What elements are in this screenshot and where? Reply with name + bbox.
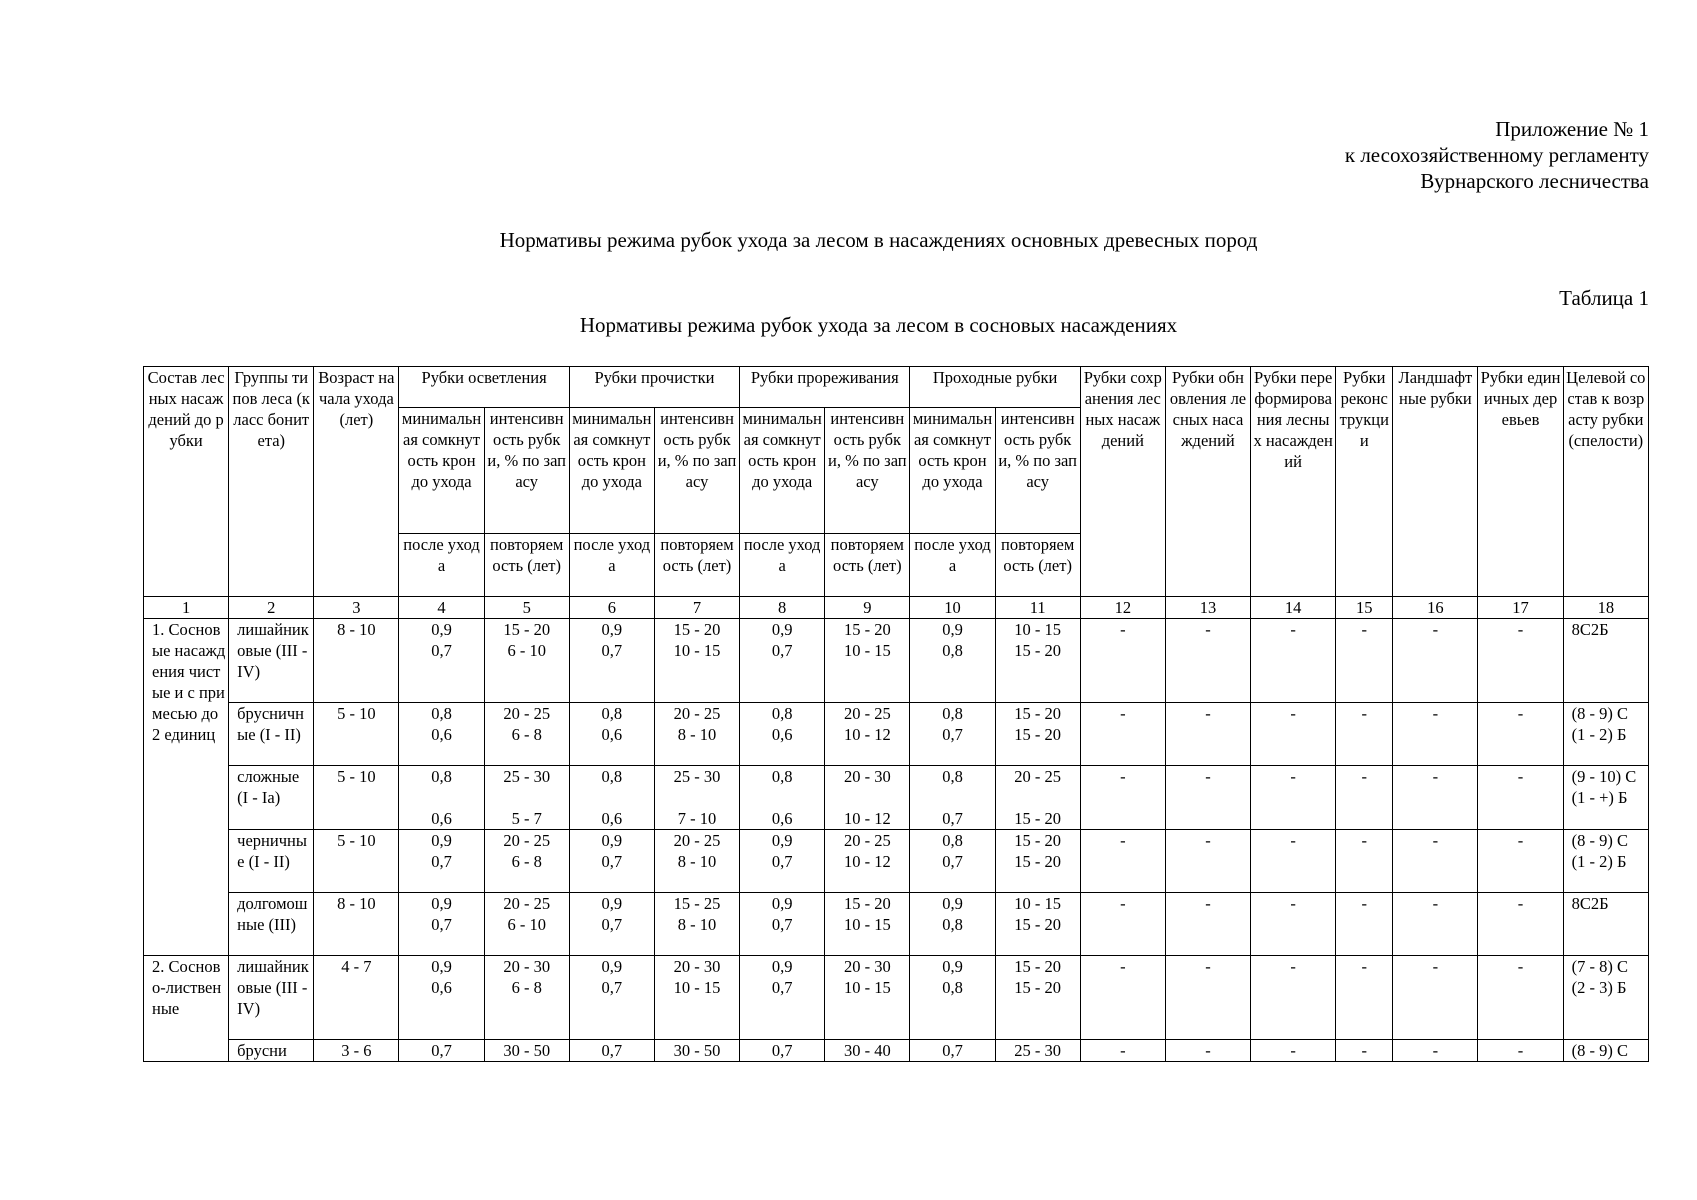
value-cell-c17: - (1478, 830, 1563, 893)
column-number: 7 (654, 597, 739, 619)
value-cell-c9: 30 - 40 (825, 1040, 910, 1062)
value-cell-c10: 0,8 0,7 (910, 830, 995, 893)
column-number: 2 (229, 597, 314, 619)
column-number: 10 (910, 597, 995, 619)
value-cell-c10: 0,9 0,8 (910, 956, 995, 1040)
value-cell-c15: - (1336, 893, 1393, 956)
value-cell-c15: - (1336, 830, 1393, 893)
header-sub-after: после ухода (399, 534, 484, 597)
header-sub-repeat: повторяемость (лет) (484, 534, 569, 597)
value-cell-c9: 20 - 30 10 - 15 (825, 956, 910, 1040)
table-row (144, 619, 1649, 703)
value-cell-c8: 0,9 0,7 (740, 956, 825, 1040)
value-cell-c14: - (1251, 619, 1336, 703)
table-row (144, 830, 1649, 893)
appendix-line-3: Вурнарского лесничества (1420, 169, 1649, 193)
start-age-cell: 5 - 10 (314, 830, 399, 893)
value-cell-c16: - (1393, 703, 1478, 766)
value-cell-c11: 20 - 25 15 - 20 (995, 766, 1080, 830)
column-number: 13 (1165, 597, 1250, 619)
value-cell-c10: 0,9 0,8 (910, 893, 995, 956)
table-row (144, 956, 1649, 1040)
value-cell-c13: - (1165, 893, 1250, 956)
value-cell-c6: 0,7 (569, 1040, 654, 1062)
value-cell-c17: - (1478, 703, 1563, 766)
value-cell-c9: 20 - 30 10 - 12 (825, 766, 910, 830)
header-sub-intensity: интенсивность рубки, % по запасу (484, 408, 569, 534)
value-cell-c4: 0,9 0,7 (399, 893, 484, 956)
forest-type-cell: лишайниковые (III - IV) (229, 956, 314, 1040)
forest-type-cell: брусничные (I - II) (229, 703, 314, 766)
value-cell-c17: - (1478, 619, 1563, 703)
start-age-cell: 4 - 7 (314, 956, 399, 1040)
value-cell-c11: 10 - 15 15 - 20 (995, 619, 1080, 703)
value-cell-c8: 0,8 0,6 (740, 703, 825, 766)
value-cell-c15: - (1336, 956, 1393, 1040)
value-cell-c18: 8С2Б (1563, 893, 1648, 956)
value-cell-c12: - (1080, 893, 1165, 956)
header-sub-repeat: повторяемость (лет) (825, 534, 910, 597)
document-title: Нормативы режима рубок ухода за лесом в насаждениях основных древесных пород (499, 228, 1258, 252)
start-age-cell: 5 - 10 (314, 766, 399, 830)
appendix-line-2: к лесохозяйственному регламенту (1344, 143, 1649, 167)
value-cell-c9: 15 - 20 10 - 15 (825, 893, 910, 956)
value-cell-c17: - (1478, 766, 1563, 830)
value-cell-c16: - (1393, 766, 1478, 830)
value-cell-c5: 20 - 25 6 - 10 (484, 893, 569, 956)
value-cell-c11: 15 - 20 15 - 20 (995, 703, 1080, 766)
value-cell-c7: 20 - 30 10 - 15 (654, 956, 739, 1040)
column-number: 4 (399, 597, 484, 619)
header-sub-after: после ухода (910, 534, 995, 597)
header-sub-after: после ухода (740, 534, 825, 597)
value-cell-c9: 20 - 25 10 - 12 (825, 703, 910, 766)
value-cell-c13: - (1165, 619, 1250, 703)
header-col-17: Рубки единичных деревьев (1478, 367, 1563, 597)
value-cell-c18: (8 - 9) С (1 - 2) Б (1563, 830, 1648, 893)
value-cell-c4: 0,8 0,6 (399, 703, 484, 766)
header-sub-intensity: интенсивность рубки, % по запасу (995, 408, 1080, 534)
value-cell-c14: - (1251, 1040, 1336, 1062)
column-number: 6 (569, 597, 654, 619)
header-sub-min-density: минимальная сомкнутость крон до ухода (910, 408, 995, 534)
header-group-prorezhivanie: Рубки прореживания (740, 367, 910, 408)
forest-type-cell: лишайниковые (III - IV) (229, 619, 314, 703)
value-cell-c7: 25 - 30 7 - 10 (654, 766, 739, 830)
value-cell-c18: (8 - 9) С (1563, 1040, 1648, 1062)
value-cell-c13: - (1165, 830, 1250, 893)
value-cell-c5: 30 - 50 (484, 1040, 569, 1062)
table-row (144, 1040, 1649, 1062)
forest-type-cell: брусни (229, 1040, 314, 1062)
header-composition: Состав лесных насаждений до рубки (144, 367, 229, 597)
value-cell-c5: 15 - 20 6 - 10 (484, 619, 569, 703)
column-number: 18 (1563, 597, 1648, 619)
column-number: 11 (995, 597, 1080, 619)
header-sub-repeat: повторяемость (лет) (995, 534, 1080, 597)
forest-type-cell: сложные (I - Iа) (229, 766, 314, 830)
start-age-cell: 5 - 10 (314, 703, 399, 766)
value-cell-c12: - (1080, 830, 1165, 893)
value-cell-c8: 0,8 0,6 (740, 766, 825, 830)
column-number: 16 (1393, 597, 1478, 619)
value-cell-c12: - (1080, 703, 1165, 766)
value-cell-c4: 0,9 0,7 (399, 830, 484, 893)
value-cell-c6: 0,9 0,7 (569, 956, 654, 1040)
value-cell-c5: 20 - 30 6 - 8 (484, 956, 569, 1040)
column-number: 9 (825, 597, 910, 619)
header-sub-min-density: минимальная сомкнутость крон до ухода (569, 408, 654, 534)
value-cell-c15: - (1336, 619, 1393, 703)
header-col-13: Рубки обновления лесных насаждений (1165, 367, 1250, 597)
value-cell-c8: 0,9 0,7 (740, 619, 825, 703)
value-cell-c14: - (1251, 830, 1336, 893)
value-cell-c6: 0,9 0,7 (569, 619, 654, 703)
header-sub-min-density: минимальная сомкнутость крон до ухода (740, 408, 825, 534)
value-cell-c4: 0,9 0,6 (399, 956, 484, 1040)
header-sub-repeat: повторяемость (лет) (654, 534, 739, 597)
header-sub-intensity: интенсивность рубки, % по запасу (654, 408, 739, 534)
start-age-cell: 3 - 6 (314, 1040, 399, 1062)
value-cell-c10: 0,9 0,8 (910, 619, 995, 703)
value-cell-c13: - (1165, 956, 1250, 1040)
table-row (144, 703, 1649, 766)
header-forest-type: Группы типов леса (класс бонитета) (229, 367, 314, 597)
column-number: 17 (1478, 597, 1563, 619)
value-cell-c10: 0,8 0,7 (910, 703, 995, 766)
composition-cell: 1. Сосновые насаждения чистые и с примесью до 2 единиц (144, 619, 229, 956)
value-cell-c13: - (1165, 766, 1250, 830)
column-number: 14 (1251, 597, 1336, 619)
value-cell-c16: - (1393, 1040, 1478, 1062)
value-cell-c18: (9 - 10) С (1 - +) Б (1563, 766, 1648, 830)
column-number: 15 (1336, 597, 1393, 619)
value-cell-c7: 15 - 20 10 - 15 (654, 619, 739, 703)
value-cell-c4: 0,9 0,7 (399, 619, 484, 703)
header-sub-intensity: интенсивность рубки, % по запасу (825, 408, 910, 534)
value-cell-c11: 15 - 20 15 - 20 (995, 830, 1080, 893)
composition-cell: 2. Сосново-лиственные (144, 956, 229, 1062)
value-cell-c15: - (1336, 766, 1393, 830)
value-cell-c11: 15 - 20 15 - 20 (995, 956, 1080, 1040)
column-number: 1 (144, 597, 229, 619)
header-sub-after: после ухода (569, 534, 654, 597)
value-cell-c11: 25 - 30 (995, 1040, 1080, 1062)
header-col-12: Рубки сохранения лесных насаждений (1080, 367, 1165, 597)
value-cell-c7: 30 - 50 (654, 1040, 739, 1062)
value-cell-c6: 0,8 0,6 (569, 703, 654, 766)
table-viewport (143, 366, 1649, 1073)
column-number: 5 (484, 597, 569, 619)
appendix-line-1: Приложение № 1 (1495, 117, 1649, 141)
value-cell-c9: 15 - 20 10 - 15 (825, 619, 910, 703)
norms-table (143, 366, 1649, 1062)
table-row (144, 766, 1649, 830)
header-group-prohodnye: Проходные рубки (910, 367, 1080, 408)
value-cell-c4: 0,7 (399, 1040, 484, 1062)
value-cell-c10: 0,7 (910, 1040, 995, 1062)
value-cell-c7: 15 - 25 8 - 10 (654, 893, 739, 956)
value-cell-c18: (7 - 8) С (2 - 3) Б (1563, 956, 1648, 1040)
header-group-osvetlenie: Рубки осветления (399, 367, 569, 408)
value-cell-c6: 0,9 0,7 (569, 893, 654, 956)
value-cell-c10: 0,8 0,7 (910, 766, 995, 830)
value-cell-c8: 0,9 0,7 (740, 893, 825, 956)
value-cell-c6: 0,9 0,7 (569, 830, 654, 893)
column-number: 8 (740, 597, 825, 619)
value-cell-c4: 0,8 0,6 (399, 766, 484, 830)
value-cell-c5: 20 - 25 6 - 8 (484, 830, 569, 893)
header-sub-min-density: минимальная сомкнутость крон до ухода (399, 408, 484, 534)
table-title: Нормативы режима рубок ухода за лесом в сосновых насаждениях (579, 313, 1178, 337)
value-cell-c7: 20 - 25 8 - 10 (654, 830, 739, 893)
value-cell-c14: - (1251, 766, 1336, 830)
value-cell-c8: 0,9 0,7 (740, 830, 825, 893)
forest-type-cell: долгомошные (III) (229, 893, 314, 956)
appendix-heading (1345, 116, 1649, 194)
value-cell-c12: - (1080, 619, 1165, 703)
value-cell-c5: 25 - 30 5 - 7 (484, 766, 569, 830)
value-cell-c18: (8 - 9) С (1 - 2) Б (1563, 703, 1648, 766)
value-cell-c16: - (1393, 830, 1478, 893)
header-col-14: Рубки переформирования лесных насаждений (1251, 367, 1336, 597)
value-cell-c14: - (1251, 893, 1336, 956)
value-cell-c16: - (1393, 956, 1478, 1040)
header-col-18: Целевой состав к возрасту рубки (спелости) (1563, 367, 1648, 597)
start-age-cell: 8 - 10 (314, 619, 399, 703)
value-cell-c5: 20 - 25 6 - 8 (484, 703, 569, 766)
column-number: 3 (314, 597, 399, 619)
value-cell-c17: - (1478, 1040, 1563, 1062)
value-cell-c12: - (1080, 1040, 1165, 1062)
header-start-age: Возраст начала ухода (лет) (314, 367, 399, 597)
column-number: 12 (1080, 597, 1165, 619)
value-cell-c14: - (1251, 956, 1336, 1040)
value-cell-c13: - (1165, 1040, 1250, 1062)
header-group-prochistka: Рубки прочистки (569, 367, 739, 408)
header-col-16: Ландшафтные рубки (1393, 367, 1478, 597)
value-cell-c6: 0,8 0,6 (569, 766, 654, 830)
value-cell-c17: - (1478, 956, 1563, 1040)
table-label: Таблица 1 (1559, 286, 1649, 310)
value-cell-c15: - (1336, 703, 1393, 766)
value-cell-c8: 0,7 (740, 1040, 825, 1062)
value-cell-c11: 10 - 15 15 - 20 (995, 893, 1080, 956)
forest-type-cell: черничные (I - II) (229, 830, 314, 893)
start-age-cell: 8 - 10 (314, 893, 399, 956)
value-cell-c7: 20 - 25 8 - 10 (654, 703, 739, 766)
value-cell-c18: 8С2Б (1563, 619, 1648, 703)
value-cell-c9: 20 - 25 10 - 12 (825, 830, 910, 893)
value-cell-c12: - (1080, 766, 1165, 830)
value-cell-c13: - (1165, 703, 1250, 766)
value-cell-c14: - (1251, 703, 1336, 766)
value-cell-c16: - (1393, 893, 1478, 956)
header-col-15: Рубки реконструкции (1336, 367, 1393, 597)
value-cell-c12: - (1080, 956, 1165, 1040)
value-cell-c15: - (1336, 1040, 1393, 1062)
table-row (144, 893, 1649, 956)
value-cell-c17: - (1478, 893, 1563, 956)
value-cell-c16: - (1393, 619, 1478, 703)
